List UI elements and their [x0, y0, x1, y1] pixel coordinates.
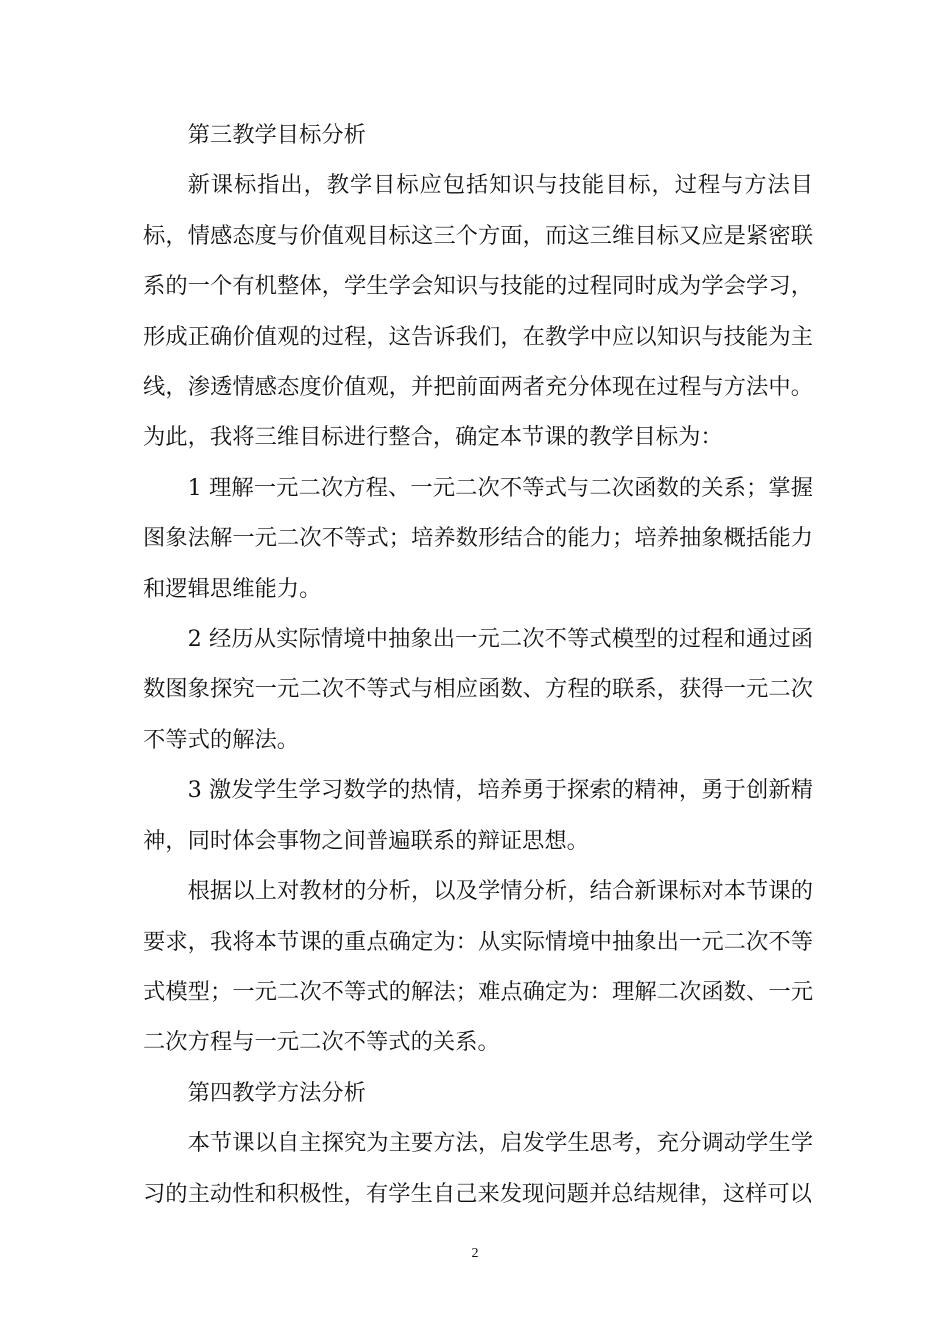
- section-heading-4: 第四教学方法分析: [187, 1079, 366, 1106]
- page-number: 2: [471, 1246, 479, 1261]
- paragraph-goal-3: 3 激发学生学习数学的热情，培养勇于探索的精神，勇于创新精神，同时体会事物之间普遍联系的辩证思想。: [143, 777, 813, 854]
- paragraph-goal-2: 2 经历从实际情境中抽象出一元二次不等式模型的过程和通过函数图象探究一元二次不等式与相应函数、方程的联系，获得一元二次不等式的解法。: [143, 626, 813, 753]
- paragraph-curriculum-goals: 新课标指出，教学目标应包括知识与技能目标，过程与方法目标，情感态度与价值观目标这三个方面，而这三维目标又应是紧密联系的一个有机整体，学生学会知识与技能的过程同时成为学会学习，形成正确价值观的过程，这告诉我们，在教学中应以知识与技能为主线，渗透情感态度价值观，并把前面两者充分体现在过程与方法中。为此，我将三维目标进行整合，确定本节课的教学目标为：: [143, 172, 813, 451]
- page-body: [143, 110, 813, 1219]
- paragraph-key-points: 根据以上对教材的分析，以及学情分析，结合新课标对本节课的要求，我将本节课的重点确定为：从实际情境中抽象出一元二次不等式模型；一元二次不等式的解法；难点确定为：理解二次函数、一元二次方程与一元二次不等式的关系。: [143, 878, 813, 1056]
- paragraph-goal-1: 1 理解一元二次方程、一元二次不等式与二次函数的关系；掌握图象法解一元二次不等式；培养数形结合的能力；培养抽象概括能力和逻辑思维能力。: [143, 474, 813, 602]
- section-heading-3: 第三教学目标分析: [187, 122, 366, 148]
- paragraph-teaching-method: 本节课以自主探究为主要方法，启发学生思考，充分调动学生学习的主动性和积极性，有学生自己来发现问题并总结规律，这样可以: [143, 1130, 813, 1207]
